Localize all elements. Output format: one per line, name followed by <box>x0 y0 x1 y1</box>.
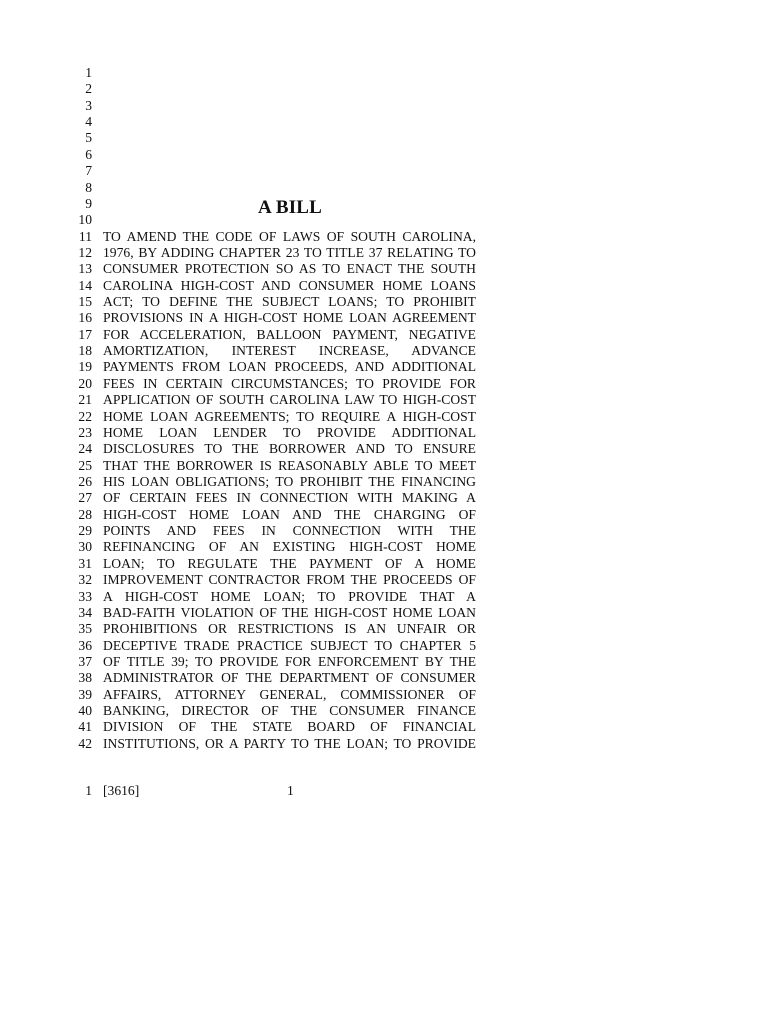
line-text: DISCLOSURES TO THE BORROWER AND TO ENSURE <box>103 441 476 457</box>
line-text: HIS LOAN OBLIGATIONS; TO PROHIBIT THE FINANCING <box>103 473 476 489</box>
line-text: ADMINISTRATOR OF THE DEPARTMENT OF CONSUMER <box>103 670 476 686</box>
document-line <box>0 130 770 146</box>
page-footer <box>0 782 770 800</box>
document-line <box>0 278 770 294</box>
line-number: 28 <box>78 506 92 522</box>
numbered-lines <box>0 65 770 752</box>
document-line <box>0 310 770 326</box>
line-number: 34 <box>78 604 92 620</box>
line-number: 1 <box>85 65 92 80</box>
line-text: BAD-FAITH VIOLATION OF THE HIGH-COST HOME LOAN <box>103 604 476 620</box>
document-line <box>0 343 770 359</box>
line-number: 5 <box>85 130 92 146</box>
line-text: APPLICATION OF SOUTH CAROLINA LAW TO HIGH-COST <box>103 392 476 408</box>
line-number: 37 <box>78 653 92 669</box>
document-line <box>0 114 770 130</box>
line-number: 38 <box>78 670 92 686</box>
line-number: 12 <box>78 244 92 260</box>
line-number: 24 <box>78 441 92 457</box>
document-line <box>0 507 770 523</box>
document-line <box>0 261 770 277</box>
line-number: 22 <box>78 408 92 424</box>
document-line <box>0 490 770 506</box>
line-text: A HIGH-COST HOME LOAN; TO PROVIDE THAT A <box>103 588 476 604</box>
document-line <box>0 392 770 408</box>
document-line <box>0 409 770 425</box>
line-number: 36 <box>78 637 92 653</box>
document-line <box>0 654 770 670</box>
line-text: 1976, BY ADDING CHAPTER 23 TO TITLE 37 RELATING TO <box>103 244 476 260</box>
line-text: IMPROVEMENT CONTRACTOR FROM THE PROCEEDS OF <box>103 572 476 588</box>
line-number: 14 <box>78 277 92 293</box>
line-number: 18 <box>78 343 92 359</box>
line-number: 40 <box>78 703 92 719</box>
line-text: POINTS AND FEES IN CONNECTION WITH THE <box>103 523 476 539</box>
line-number: 15 <box>78 294 92 310</box>
document-line <box>0 556 770 572</box>
document-line <box>0 523 770 539</box>
line-number: 26 <box>78 473 92 489</box>
document-line <box>0 163 770 179</box>
line-text: FOR ACCELERATION, BALLOON PAYMENT, NEGATIVE <box>103 326 476 342</box>
document-line <box>0 670 770 686</box>
line-number: 23 <box>78 424 92 440</box>
line-text: CONSUMER PROTECTION SO AS TO ENACT THE SOUTH <box>103 261 476 277</box>
document-line <box>0 736 770 752</box>
footer-line-number: 1 <box>85 783 92 798</box>
document-line <box>0 719 770 735</box>
line-number: 32 <box>78 572 92 588</box>
document-line <box>0 425 770 441</box>
document-line <box>0 229 770 245</box>
line-text: AFFAIRS, ATTORNEY GENERAL, COMMISSIONER OF <box>103 686 476 702</box>
line-number: 19 <box>78 359 92 375</box>
line-text: ACT; TO DEFINE THE SUBJECT LOANS; TO PROHIBIT <box>103 294 476 310</box>
line-number: 39 <box>78 686 92 702</box>
line-text: FEES IN CERTAIN CIRCUMSTANCES; TO PROVIDE FOR <box>103 375 476 391</box>
line-number: 11 <box>78 228 92 244</box>
document-line <box>0 572 770 588</box>
line-number: 17 <box>78 326 92 342</box>
document-line <box>0 474 770 490</box>
line-text: BANKING, DIRECTOR OF THE CONSUMER FINANCE <box>103 703 476 719</box>
line-text: DIVISION OF THE STATE BOARD OF FINANCIAL <box>103 719 476 735</box>
line-text: OF CERTAIN FEES IN CONNECTION WITH MAKING A <box>103 490 476 506</box>
document-line <box>0 147 770 163</box>
line-number: 10 <box>78 212 92 228</box>
document-line <box>0 245 770 261</box>
line-number: 33 <box>78 588 92 604</box>
line-text: PROHIBITIONS OR RESTRICTIONS IS AN UNFAIR OR <box>103 621 476 637</box>
document-line <box>0 458 770 474</box>
line-text: HOME LOAN AGREEMENTS; TO REQUIRE A HIGH-COST <box>103 408 476 424</box>
bill-code: [3616] <box>103 783 140 798</box>
document-title: A BILL <box>258 197 323 218</box>
line-text: HIGH-COST HOME LOAN AND THE CHARGING OF <box>103 506 476 522</box>
document-line <box>0 687 770 703</box>
line-text: LOAN; TO REGULATE THE PAYMENT OF A HOME <box>103 555 476 571</box>
document-line <box>0 212 770 228</box>
line-number: 13 <box>78 261 92 277</box>
document-line <box>0 196 770 212</box>
line-number: 35 <box>78 621 92 637</box>
document-line <box>0 359 770 375</box>
line-number: 27 <box>78 490 92 506</box>
line-text: PAYMENTS FROM LOAN PROCEEDS, AND ADDITIONAL <box>103 359 476 375</box>
line-number: 41 <box>78 719 92 735</box>
line-text: INSTITUTIONS, OR A PARTY TO THE LOAN; TO PROVIDE <box>103 735 476 751</box>
line-number: 21 <box>78 392 92 408</box>
line-number: 8 <box>85 179 92 195</box>
line-text: DECEPTIVE TRADE PRACTICE SUBJECT TO CHAPTER 5 <box>103 637 476 653</box>
document-line <box>0 539 770 555</box>
document-line <box>0 65 770 81</box>
document-line <box>0 605 770 621</box>
line-number: 42 <box>78 735 92 751</box>
document-line <box>0 327 770 343</box>
line-number: 29 <box>78 523 92 539</box>
document-line <box>0 621 770 637</box>
line-text: PROVISIONS IN A HIGH-COST HOME LOAN AGREEMENT <box>103 310 476 326</box>
line-text: TO AMEND THE CODE OF LAWS OF SOUTH CAROLINA, <box>103 228 476 244</box>
document-line <box>0 81 770 97</box>
line-number: 6 <box>85 146 92 162</box>
document-line <box>0 294 770 310</box>
line-number: 2 <box>85 81 92 97</box>
line-number: 31 <box>78 555 92 571</box>
line-text: THAT THE BORROWER IS REASONABLY ABLE TO MEET <box>103 457 476 473</box>
line-number: 16 <box>78 310 92 326</box>
document-line <box>0 703 770 719</box>
line-number: 3 <box>85 97 92 113</box>
line-text: HOME LOAN LENDER TO PROVIDE ADDITIONAL <box>103 424 476 440</box>
line-number: 20 <box>78 375 92 391</box>
line-number: 30 <box>78 539 92 555</box>
line-number: 7 <box>85 163 92 179</box>
document-line <box>0 180 770 196</box>
line-text: CAROLINA HIGH-COST AND CONSUMER HOME LOANS <box>103 277 476 293</box>
document-line <box>0 98 770 114</box>
line-number: 25 <box>78 457 92 473</box>
line-number: 4 <box>85 114 92 130</box>
document-line <box>0 638 770 654</box>
line-text: REFINANCING OF AN EXISTING HIGH-COST HOME <box>103 539 476 555</box>
line-text: AMORTIZATION, INTEREST INCREASE, ADVANCE <box>103 343 476 359</box>
document-line <box>0 441 770 457</box>
page-number: 1 <box>287 783 294 798</box>
document-line <box>0 589 770 605</box>
document-line <box>0 376 770 392</box>
line-number: 9 <box>85 195 92 211</box>
line-text: OF TITLE 39; TO PROVIDE FOR ENFORCEMENT BY THE <box>103 653 476 669</box>
